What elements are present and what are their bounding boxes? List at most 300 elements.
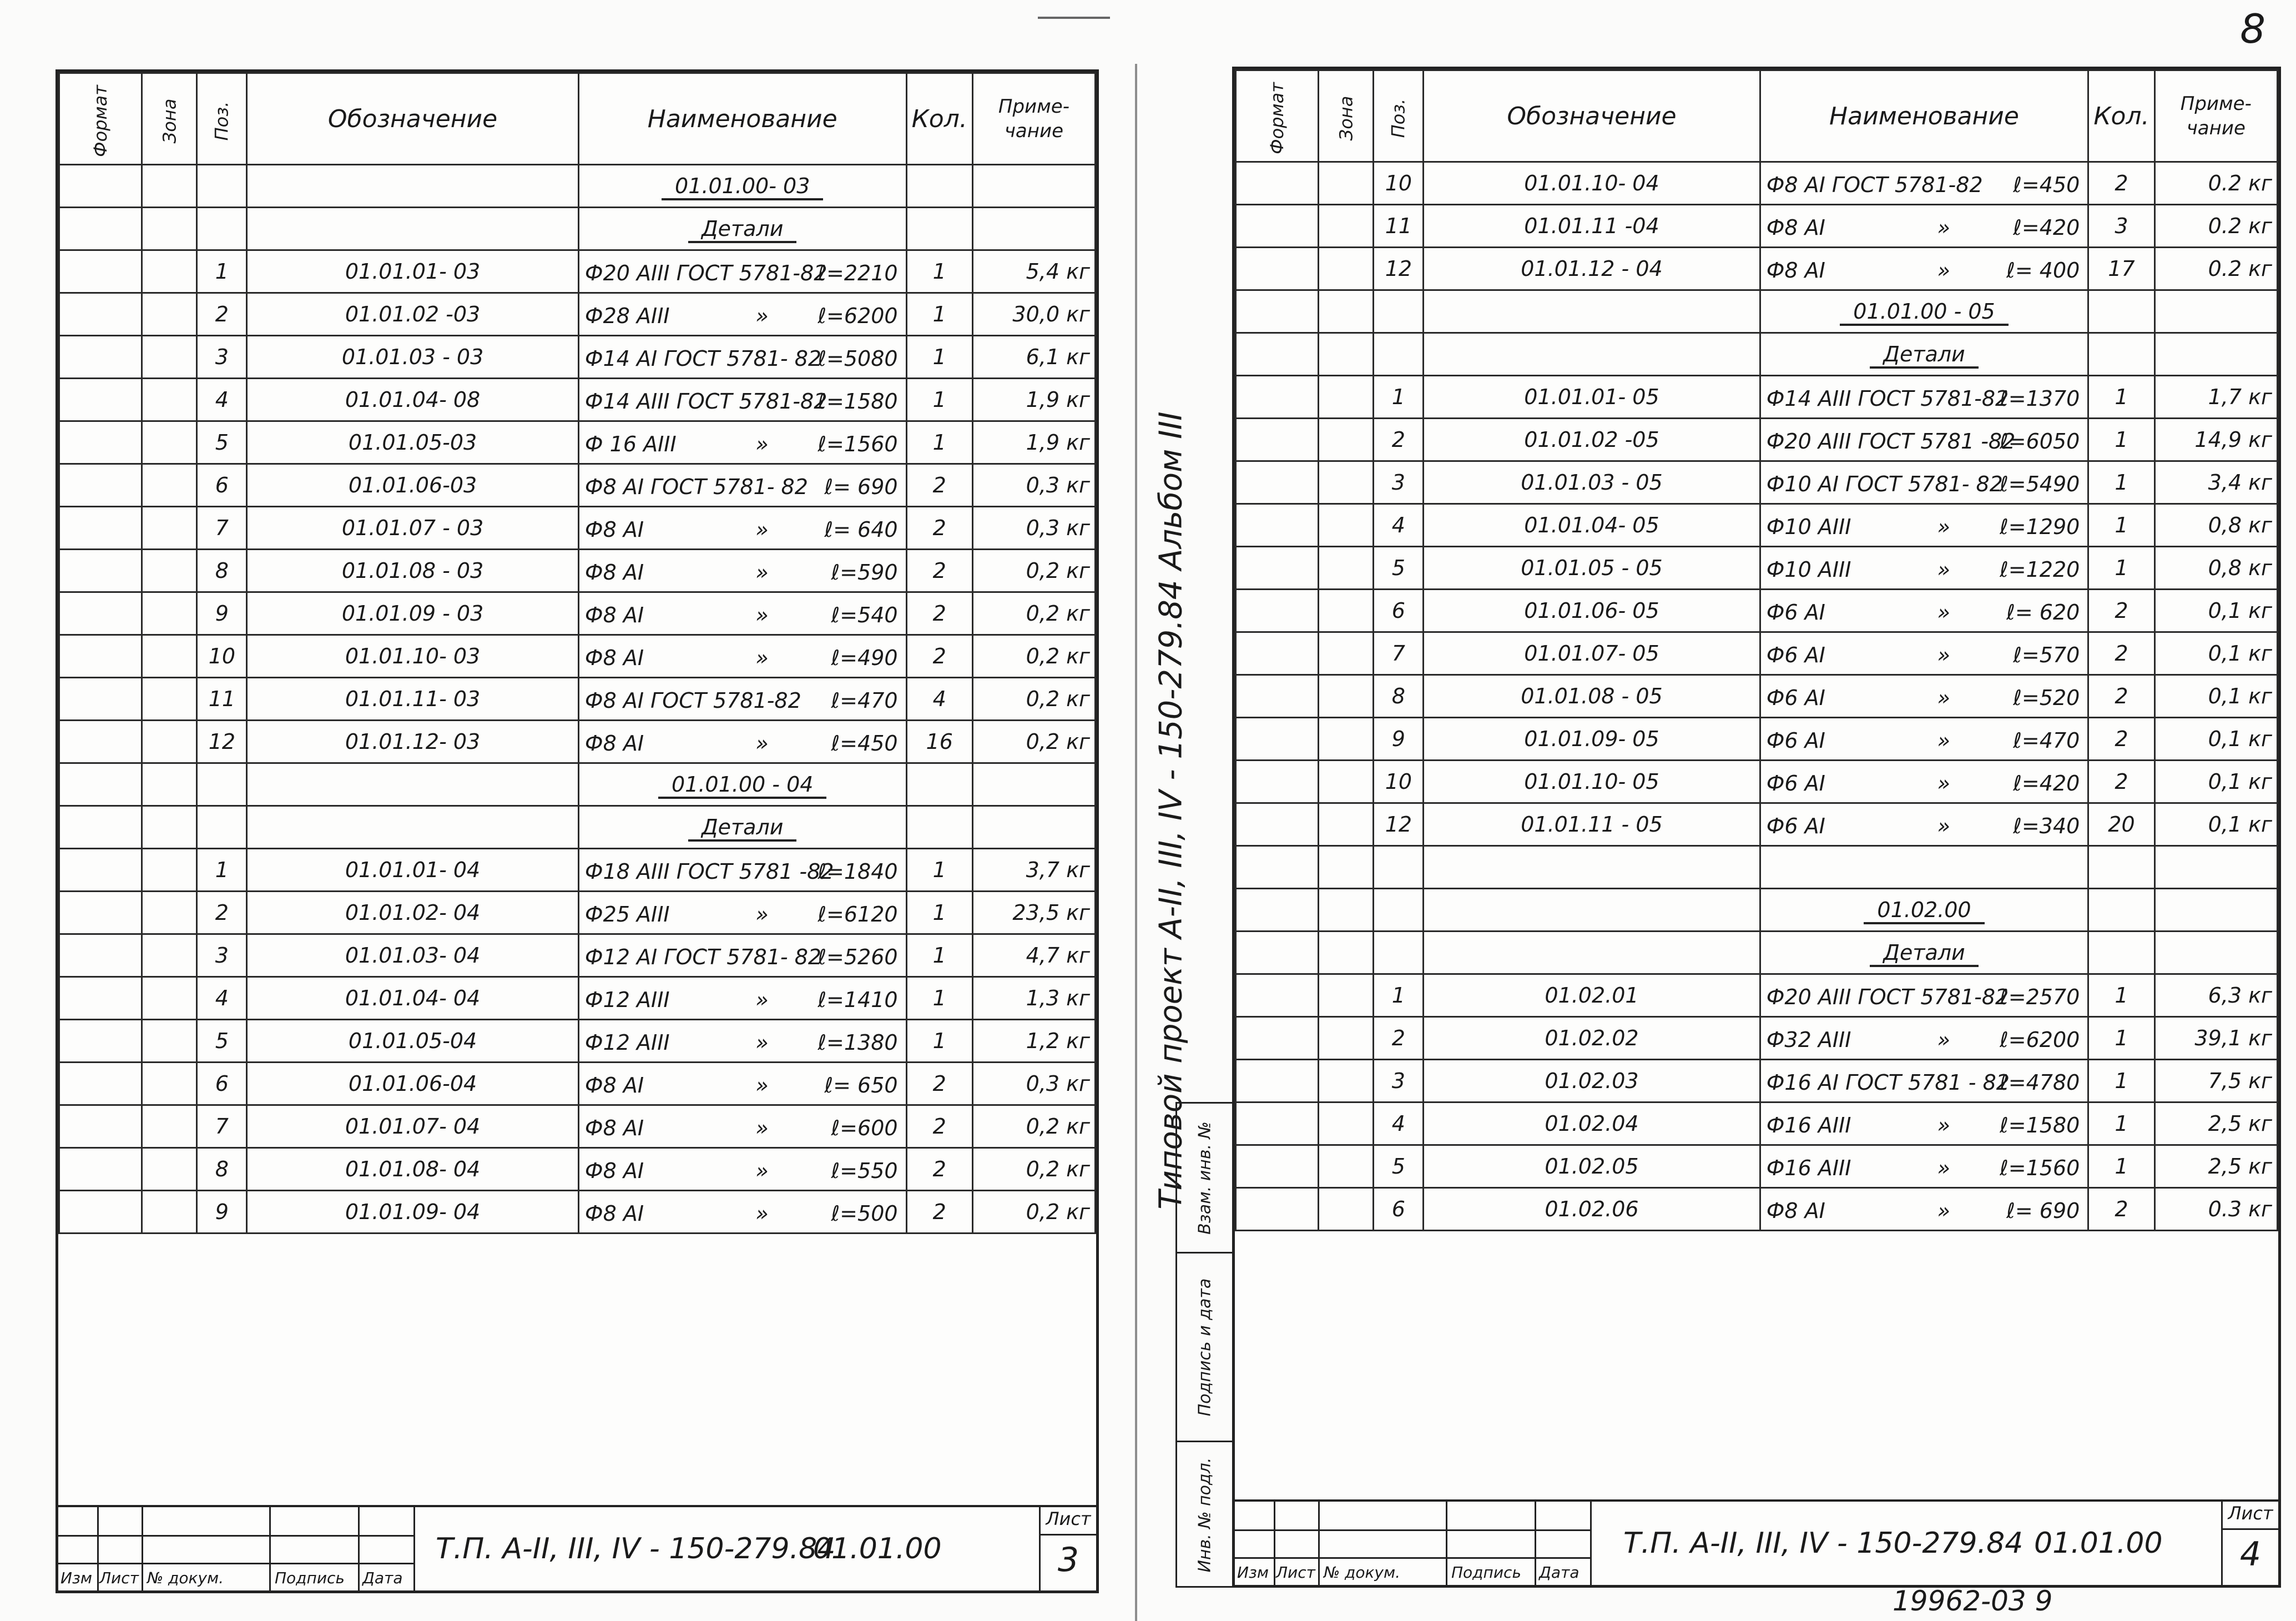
binding-label: Типовой проект А-II, III, IV - 150-279.84 Альбом III [1153,411,1189,1210]
cell-designation [1424,889,1760,932]
cell-designation: 01.01.08 - 03 [247,550,579,592]
cell-pos: 6 [197,1063,247,1105]
name-grade: Ф10 АIII [1766,557,1851,582]
table-row [1236,718,2278,761]
cell-format [59,507,142,550]
cell-zone [1318,1103,1374,1145]
cell-qty: 2 [2088,162,2154,205]
name-ditto: » [1937,258,1950,283]
cell-designation: 01.01.02 -03 [247,293,579,336]
cell-zone [1318,1017,1374,1060]
cell-format [59,1191,142,1234]
name-len: ℓ=5080 [818,346,898,371]
name-grade: Ф8 АI ГОСТ 5781- 82 [584,475,808,499]
cell-pos: 9 [1374,718,1424,761]
cell-format [59,763,142,806]
cell-format [59,1063,142,1105]
cell-designation: 01.01.10- 04 [1424,162,1760,205]
table-row [1236,376,2278,419]
cell-qty: 1 [2088,1017,2154,1060]
section-title [578,165,906,208]
cell-note [2154,932,2277,974]
name-len: ℓ=6200 [2000,1028,2080,1052]
section-title-text: Детали [1870,342,1978,369]
page-number: 8 [2240,6,2265,52]
name-ditto: » [1937,814,1950,838]
cell-pos [1374,932,1424,974]
cell-qty: 1 [906,977,972,1020]
cell-format [59,250,142,293]
name-len: ℓ=550 [831,1159,898,1183]
cell-zone [142,1020,197,1063]
cell-qty: 1 [906,421,972,464]
cell-designation: 01.01.09- 05 [1424,718,1760,761]
cell-zone [142,336,197,379]
cell-designation: 01.01.04- 04 [247,977,579,1020]
cell-format [1236,290,1319,333]
name-grade: Ф8 АI [584,560,644,585]
cell-note: 0,3 кг [972,1063,1095,1105]
name-len: ℓ=1380 [818,1030,898,1055]
cell-designation: 01.01.05-03 [247,421,579,464]
cell-pos: 5 [1374,1145,1424,1188]
name-ditto: » [755,1030,769,1055]
cell-designation: 01.01.10- 03 [247,635,579,678]
cell-qty: 1 [2088,1145,2154,1188]
cell-note: 2,5 кг [2154,1145,2277,1188]
sheet-label: Лист [1041,1508,1096,1536]
cell-name [1760,419,2088,461]
cell-zone [1318,1060,1374,1103]
cell-designation: 01.01.03- 04 [247,934,579,977]
cell-note: 0,2 кг [972,721,1095,763]
cell-format [1236,590,1319,632]
sheet-number-box [2221,1502,2278,1585]
section-row [1236,290,2278,333]
col-name: Наименование [578,73,906,165]
stamp-sign-date: Подпись и дата [1177,1253,1232,1442]
cell-designation [1424,290,1760,333]
cell-zone [142,934,197,977]
cell-zone [1318,461,1374,504]
cell-designation [247,763,579,806]
archive-number: 19962-03 9 [1893,1585,2053,1617]
cell-format [59,977,142,1020]
name-grade: Ф8 АI [584,1073,644,1098]
cell-designation: 01.01.03 - 05 [1424,461,1760,504]
cell-designation: 01.01.11 - 05 [1424,803,1760,846]
cell-designation [1424,333,1760,376]
cell-qty: 1 [2088,974,2154,1017]
section-title-text: 01.01.00 - 04 [658,772,826,799]
cell-name [578,293,906,336]
cell-name [578,892,906,934]
cell-zone [1318,675,1374,718]
cell-format [59,464,142,507]
cell-pos [197,806,247,849]
spec-table-right [1235,69,2278,1231]
cell-note: 0,2 кг [972,550,1095,592]
cell-qty: 1 [906,934,972,977]
cell-zone [1318,718,1374,761]
col-pos: Поз. [1374,71,1424,162]
cell-note [2154,846,2277,889]
table-row [59,678,1096,721]
cell-pos: 1 [1374,974,1424,1017]
name-len: ℓ= 640 [824,517,898,542]
project-code: Т.П. А-II, III, IV - 150-279.84 [436,1532,836,1565]
cell-zone [1318,846,1374,889]
name-ditto: » [755,1116,769,1140]
cell-zone [1318,1188,1374,1231]
cell-format [1236,376,1319,419]
cell-format [59,293,142,336]
name-len: ℓ=1560 [818,432,898,456]
cell-name [1760,1145,2088,1188]
cell-designation: 01.01.11 -04 [1424,205,1760,248]
name-ditto: » [1937,557,1950,582]
cell-format [59,721,142,763]
cell-format [59,1105,142,1148]
cell-zone [1318,590,1374,632]
col-zone: Зона [142,73,197,165]
name-len: ℓ=1560 [2000,1156,2080,1180]
cell-pos: 3 [197,336,247,379]
tb-label-date: Дата [1539,1563,1580,1582]
name-ditto: » [755,603,769,627]
cell-note [972,165,1095,208]
table-row [1236,974,2278,1017]
cell-name [1760,761,2088,803]
cell-format [1236,333,1319,376]
cell-note: 3,4 кг [2154,461,2277,504]
name-grade: Ф6 АI [1766,728,1825,753]
cell-qty: 2 [906,1105,972,1148]
name-len: ℓ=2570 [2000,985,2080,1009]
cell-name [578,464,906,507]
cell-zone [142,592,197,635]
cell-name [1760,461,2088,504]
name-ditto: » [1937,728,1950,753]
cell-name [578,421,906,464]
cell-note: 0,2 кг [972,1105,1095,1148]
name-len: ℓ=540 [831,603,898,627]
name-len: ℓ=570 [2013,643,2080,667]
cell-pos: 11 [1374,205,1424,248]
table-row [1236,547,2278,590]
section-title [578,806,906,849]
cell-zone [142,678,197,721]
cell-note: 0,8 кг [2154,504,2277,547]
cell-format [1236,1060,1319,1103]
cell-note: 6,3 кг [2154,974,2277,1017]
cell-format [1236,632,1319,675]
doc-code: 01.01.00 [813,1532,942,1565]
name-ditto: » [1937,600,1950,625]
cell-pos: 10 [197,635,247,678]
table-row [1236,205,2278,248]
cell-name [578,934,906,977]
name-len: ℓ=500 [831,1201,898,1226]
section-title-text: 01.01.00 - 05 [1840,299,2008,326]
cell-pos [1374,333,1424,376]
section-title [1760,889,2088,932]
cell-name [1760,162,2088,205]
table-row [59,721,1096,763]
cell-format [1236,1017,1319,1060]
cell-pos: 10 [1374,761,1424,803]
name-ditto: » [1937,1113,1950,1137]
section-title [1760,846,2088,889]
cell-designation: 01.01.01- 04 [247,849,579,892]
cell-note [972,763,1095,806]
cell-designation [247,806,579,849]
name-len: ℓ=1580 [2000,1113,2080,1137]
table-row [1236,162,2278,205]
table-row [59,849,1096,892]
section-row [1236,889,2278,932]
table-row [59,892,1096,934]
name-ditto: » [755,517,769,542]
col-qty: Кол. [2088,71,2154,162]
cell-note: 5,4 кг [972,250,1095,293]
titleblock-right [1235,1499,2278,1585]
cell-name [1760,590,2088,632]
cell-name [578,250,906,293]
section-row [59,763,1096,806]
name-ditto: » [755,902,769,927]
section-title [578,208,906,250]
table-row [1236,461,2278,504]
cell-note: 1,9 кг [972,421,1095,464]
cell-format [59,379,142,421]
cell-pos: 5 [1374,547,1424,590]
cell-note: 6,1 кг [972,336,1095,379]
cell-designation [1424,932,1760,974]
cell-pos: 5 [197,421,247,464]
name-grade: Ф8 АI [1766,215,1825,240]
cell-name [1760,632,2088,675]
col-format: Формат [1236,71,1319,162]
name-grade: Ф8 АI [584,1116,644,1140]
cell-name [578,379,906,421]
cell-pos: 2 [1374,419,1424,461]
tb-label-date: Дата [362,1569,403,1587]
cell-format [59,849,142,892]
col-note: Приме-чание [972,73,1095,165]
top-mark [1038,17,1110,19]
cell-note: 30,0 кг [972,293,1095,336]
cell-note: 1,7 кг [2154,376,2277,419]
name-grade: Ф8 АI [584,646,644,670]
name-ditto: » [755,560,769,585]
name-grade: Ф12 АI ГОСТ 5781- 82 [584,945,822,969]
cell-note: 23,5 кг [972,892,1095,934]
section-row [59,165,1096,208]
cell-pos: 4 [1374,1103,1424,1145]
table-row [59,1105,1096,1148]
cell-designation: 01.01.07- 05 [1424,632,1760,675]
cell-designation: 01.01.08- 04 [247,1148,579,1191]
table-row [1236,1103,2278,1145]
cell-qty [2088,333,2154,376]
cell-pos: 9 [197,592,247,635]
name-ditto: » [1937,1028,1950,1052]
name-len: ℓ= 690 [2006,1199,2080,1223]
cell-qty: 16 [906,721,972,763]
cell-zone [142,379,197,421]
cell-note [972,806,1095,849]
cell-pos: 6 [197,464,247,507]
cell-designation: 01.01.02 -05 [1424,419,1760,461]
name-ditto: » [755,646,769,670]
cell-pos [1374,889,1424,932]
section-title-text: Детали [688,815,796,842]
cell-format [1236,675,1319,718]
cell-zone [142,1105,197,1148]
name-grade: Ф18 АIII ГОСТ 5781 -82 [584,859,834,884]
cell-designation: 01.02.05 [1424,1145,1760,1188]
cell-zone [142,721,197,763]
cell-qty: 1 [906,1020,972,1063]
cell-designation: 01.01.11- 03 [247,678,579,721]
name-len: ℓ=450 [831,731,898,756]
cell-qty [2088,290,2154,333]
table-row [1236,761,2278,803]
name-ditto: » [1937,215,1950,240]
cell-zone [1318,889,1374,932]
name-ditto: » [755,1159,769,1183]
name-grade: Ф8 АI [584,731,644,756]
cell-pos: 8 [1374,675,1424,718]
cell-format [1236,718,1319,761]
cell-format [1236,162,1319,205]
tb-label-list: Лист [1276,1563,1315,1582]
tb-label-sign: Подпись [275,1569,345,1587]
name-ditto: » [1937,1199,1950,1223]
cell-format [59,165,142,208]
section-row [1236,333,2278,376]
sheet-number: 3 [1057,1541,1079,1579]
section-title-text: Детали [688,217,796,243]
cell-zone [1318,290,1374,333]
name-len: ℓ=1220 [2000,557,2080,582]
name-len: ℓ= 400 [2006,258,2080,283]
table-row [1236,590,2278,632]
name-grade: Ф14 АIII ГОСТ 5781-82 [584,389,827,414]
cell-pos: 7 [197,1105,247,1148]
name-len: ℓ= 690 [824,475,898,499]
cell-format [59,934,142,977]
project-code: Т.П. А-II, III, IV - 150-279.84 [1623,1527,2023,1560]
col-designation: Обозначение [1424,71,1760,162]
cell-zone [1318,376,1374,419]
spec-table-left [58,72,1096,1234]
cell-designation: 01.01.04- 08 [247,379,579,421]
cell-name [578,721,906,763]
cell-designation [247,208,579,250]
cell-qty: 1 [2088,419,2154,461]
cell-zone [1318,632,1374,675]
cell-designation: 01.01.10- 05 [1424,761,1760,803]
cell-qty: 2 [906,635,972,678]
cell-zone [1318,974,1374,1017]
cell-zone [142,1148,197,1191]
cell-qty: 17 [2088,248,2154,290]
cell-note: 39,1 кг [2154,1017,2277,1060]
cell-format [1236,761,1319,803]
cell-zone [1318,419,1374,461]
name-grade: Ф12 АIII [584,1030,670,1055]
cell-name [578,977,906,1020]
cell-pos: 6 [1374,590,1424,632]
cell-format [59,892,142,934]
fold-line [1135,64,1137,1621]
cell-format [59,208,142,250]
cell-format [59,336,142,379]
cell-qty: 2 [906,550,972,592]
cell-format [1236,846,1319,889]
cell-designation: 01.01.12 - 04 [1424,248,1760,290]
name-grade: Ф28 АIII [584,304,670,328]
cell-format [1236,974,1319,1017]
cell-format [1236,504,1319,547]
table-row [1236,1060,2278,1103]
cell-designation: 01.01.04- 05 [1424,504,1760,547]
cell-note: 1,2 кг [972,1020,1095,1063]
section-title-text: 01.02.00 [1864,898,1984,924]
cell-pos [197,763,247,806]
col-designation: Обозначение [247,73,579,165]
cell-zone [142,806,197,849]
cell-zone [142,507,197,550]
cell-designation: 01.01.01- 03 [247,250,579,293]
table-row [1236,803,2278,846]
table-row [59,635,1096,678]
cell-pos: 2 [1374,1017,1424,1060]
name-grade: Ф6 АI [1766,643,1825,667]
cell-note: 14,9 кг [2154,419,2277,461]
cell-pos: 5 [197,1020,247,1063]
table-row [1236,1017,2278,1060]
cell-qty: 1 [906,336,972,379]
cell-pos [197,165,247,208]
cell-format [1236,1145,1319,1188]
name-ditto: » [755,988,769,1012]
cell-name [578,1191,906,1234]
cell-note [2154,290,2277,333]
cell-zone [1318,761,1374,803]
name-len: ℓ=1840 [818,859,898,884]
name-len: ℓ=6050 [2000,429,2080,454]
cell-pos: 6 [1374,1188,1424,1231]
cell-designation: 01.01.05-04 [247,1020,579,1063]
cell-format [59,550,142,592]
cell-format [1236,803,1319,846]
table-row [1236,419,2278,461]
sheet-left [55,69,1099,1593]
cell-note: 0,1 кг [2154,761,2277,803]
col-qty: Кол. [906,73,972,165]
cell-format [1236,932,1319,974]
name-grade: Ф6 АI [1766,814,1825,838]
table-row [59,592,1096,635]
cell-qty [2088,889,2154,932]
tb-label-doc-no: № докум. [147,1569,224,1587]
cell-qty: 1 [906,892,972,934]
cell-pos: 8 [197,1148,247,1191]
table-row [59,550,1096,592]
